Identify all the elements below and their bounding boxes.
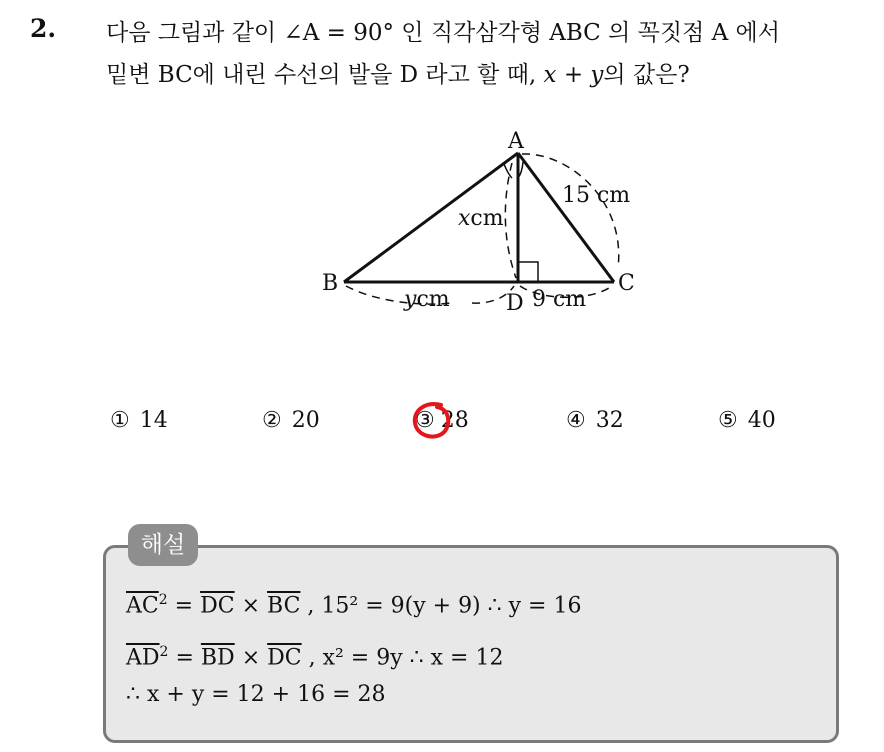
choice-1[interactable]: [110, 408, 168, 433]
choice-1-value: 14: [139, 408, 168, 433]
segment-bd: $\overline{BD}$: [200, 645, 235, 671]
side-ad-label: [458, 206, 504, 231]
vertex-label-b: B: [322, 271, 339, 296]
segment-dc: $\overline{DC}$: [267, 645, 302, 671]
vertex-label-d: D: [506, 291, 524, 316]
question-text-line2: [106, 56, 690, 89]
segment-dc: $\overline{DC}$: [200, 593, 235, 619]
side-dc-length: 9 cm: [532, 287, 587, 312]
dashed-arc-ac: [522, 154, 619, 268]
choice-4[interactable]: [566, 408, 624, 433]
bd-variable: y: [404, 287, 417, 312]
right-angle-mark: [518, 262, 538, 282]
choice-5-mark: ⑤: [718, 408, 738, 433]
segment-ad: $\overline{AD}$: [126, 645, 160, 671]
segment-ac: $\overline{AC}$: [126, 593, 159, 619]
bd-unit: cm: [416, 287, 450, 312]
solution-line-3: ∴ x + y = 12 + 16 = 28: [126, 682, 386, 707]
choice-4-value: 32: [595, 408, 624, 433]
choice-2-mark: ②: [262, 408, 282, 433]
question-number: 2.: [30, 14, 57, 43]
choice-3-mark: ③: [415, 408, 435, 433]
solution-line-2-rest: , x² = 9y ∴ x = 12: [301, 645, 504, 671]
solution-line-1-rest: , 15² = 9(y + 9) ∴ y = 16: [300, 593, 582, 619]
times-sign: ×: [241, 645, 261, 671]
choice-2[interactable]: [262, 408, 320, 433]
choice-5[interactable]: [718, 408, 776, 433]
choice-1-mark: ①: [110, 408, 130, 433]
dashed-arc-ad: [505, 163, 516, 278]
choice-3-value: 28: [440, 408, 469, 433]
exponent: 2: [159, 644, 169, 660]
choice-2-value: 20: [291, 408, 320, 433]
side-bd-label: [403, 287, 450, 312]
triangle-figure: [300, 118, 660, 328]
triangle-diagram: [300, 118, 660, 328]
question-text-line1: 다음 그림과 같이 ∠A = 90° 인 직각삼각형 ABC 의 꼭짓점 A 에서: [106, 20, 780, 46]
answer-choices: [0, 408, 884, 448]
solution-box: [103, 545, 839, 743]
vertex-label-c: C: [618, 271, 635, 296]
question-text-prefix: 밑변 BC에 내린 수선의 발을 D 라고 할 때,: [106, 62, 544, 88]
side-ac-length: 15 cm: [562, 183, 631, 208]
ad-variable: x: [458, 206, 471, 231]
solution-line-1: $\overline{AC}^2 = \overline{DC} \times \overline{BC}$ , 15² = 9(y + 9) ∴ y = 16: [126, 592, 582, 619]
choice-5-value: 40: [747, 408, 776, 433]
times-sign: ×: [241, 593, 260, 619]
choice-3[interactable]: [415, 408, 469, 433]
ad-unit: cm: [470, 206, 504, 231]
question-text-suffix: 의 값은?: [603, 62, 690, 88]
solution-tag: 해설: [128, 524, 198, 566]
vertex-label-a: A: [508, 129, 524, 154]
question-expression: x + y: [543, 62, 604, 88]
solution-line-2: $\overline{AD}^2 = \overline{BD} \times \overline{DC}$ , x² = 9y ∴ x = 12: [126, 644, 504, 671]
exponent: 2: [158, 592, 168, 608]
segment-bc: $\overline{BC}$: [267, 593, 301, 619]
choice-4-mark: ④: [566, 408, 586, 433]
